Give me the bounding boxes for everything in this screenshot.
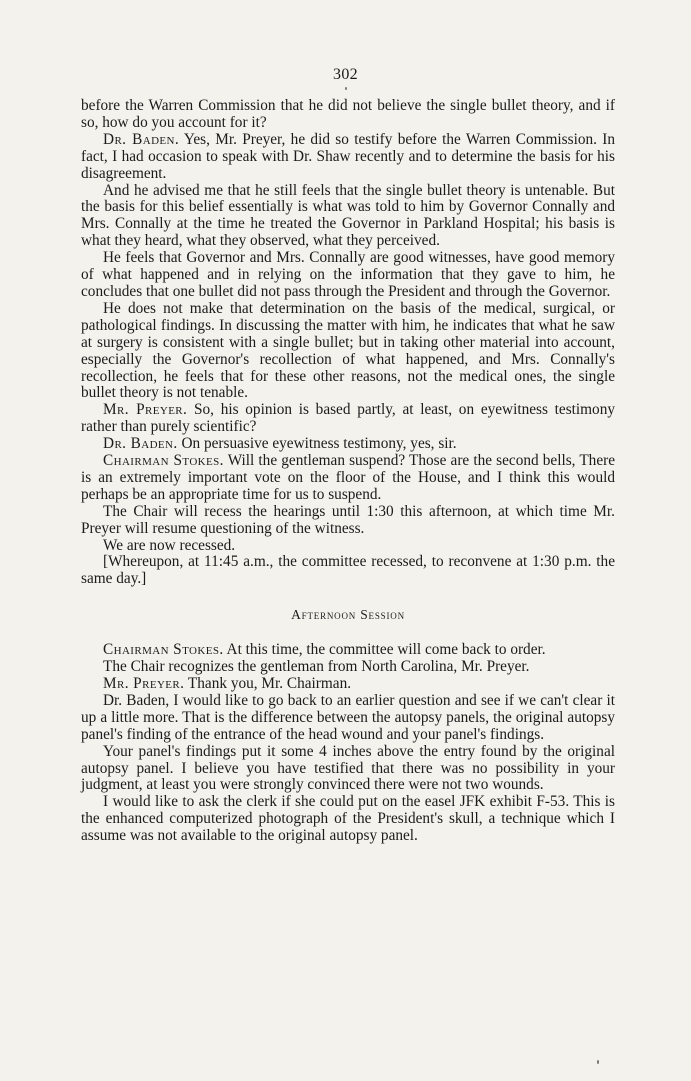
paragraph: [81, 504, 615, 538]
paragraph: [81, 183, 615, 251]
paragraph: [81, 676, 615, 693]
paragraph-text: Thank you, Mr. Chairman.: [184, 675, 352, 692]
speaker-label: Dr. Baden.: [103, 435, 178, 453]
paragraph-text: The Chair recognizes the gentleman from North Carolina, Mr. Preyer.: [103, 658, 530, 676]
paragraph: [81, 554, 615, 588]
paragraph-text: At this time, the committee will come back to order.: [223, 641, 546, 659]
page-number: 302: [333, 66, 358, 83]
paragraph-text: Yes, Mr. Preyer, he did so testify before the Warren Commission. In fact, I had occasion to speak with Dr. Shaw recently and to determine the basis for his disagreement.: [81, 130, 615, 182]
section-heading: Afternoon Session: [291, 607, 405, 623]
paragraph: [81, 98, 615, 132]
paragraph-text: On persuasive eyewitness testimony, yes, sir.: [177, 435, 457, 453]
paragraph-text: Will the gentleman suspend? Those are the second bells, There is an extremely important vote on the floor of the House, and I think this would perhaps be an appropriate time for us to suspend.: [81, 452, 615, 503]
speaker-label: Mr. Preyer.: [103, 401, 188, 419]
paragraph: [81, 538, 615, 555]
paragraph: [81, 250, 615, 301]
paragraph: [81, 659, 615, 676]
paragraph-text: We are now recessed.: [103, 536, 236, 554]
paragraph-text: He does not make that determination on the basis of the medical, surgical, or pathological findings. In discussing the matter with him, he indicates that what he saw at surgery is consistent with a single bullet; but in taking other material into account, especially the Governor's recollection of what happened, and Mrs. Connally's recollection, he feels that for these other reasons, not the medical ones, the single bullet theory is not tenable.: [81, 299, 615, 402]
speaker-label: Chairman Stokes.: [103, 641, 224, 659]
paragraph: [81, 301, 615, 402]
paragraph: [81, 744, 615, 795]
paragraph: [81, 453, 615, 504]
paragraph: [81, 436, 615, 453]
paragraph-text: The Chair will recess the hearings until 1:30 this afternoon, at which time Mr. Preyer will resume questioning of the witness.: [81, 502, 615, 537]
paragraph-text: Your panel's findings put it some 4 inches above the entry found by the original autopsy panel. I believe you have testified that there was no possibility in your judgment, at least you were strongly convinced there were not two wounds.: [81, 742, 615, 794]
speaker-label: Mr. Preyer.: [103, 675, 185, 692]
ink-speck: [345, 87, 347, 90]
paragraph-text: So, his opinion is based partly, at least, on eyewitness testimony rather than purely scientific?: [81, 401, 615, 436]
paragraph-text: And he advised me that he still feels that the single bullet theory is untenable. But the basis for this belief essentially is what was told to him by Governor Connally and Mrs. Connally at the time he treated the Governor in Parkland Hospital; his basis is what they heard, what they observed, what they perceived.: [81, 181, 615, 250]
ink-speck: [597, 1060, 599, 1064]
paragraph-text: He feels that Governor and Mrs. Connally are good witnesses, have good memory of what happened and in relying on the information that they gave to him, he concludes that one bullet did not pass through the President and through the Governor.: [81, 249, 615, 300]
speaker-label: Chairman Stokes.: [103, 452, 224, 470]
paragraph: [81, 642, 615, 659]
paragraph-text: I would like to ask the clerk if she could put on the easel JFK exhibit F-53. This is the enhanced computerized photograph of the President's skull, a technique which I assume was not available to the original autopsy panel.: [81, 793, 615, 845]
paragraph-text: Dr. Baden, I would like to go back to an earlier question and see if we can't clear it up a little more. That is the difference between the autopsy panels, the original autopsy panel's finding of the entrance of the head wound and your panel's findings.: [81, 691, 615, 743]
speaker-label: Dr. Baden.: [103, 130, 180, 148]
paragraph: [81, 402, 615, 436]
paragraph: [81, 693, 615, 744]
paragraph-text: before the Warren Commission that he did not believe the single bullet theory, and if so, how do you account for it?: [81, 97, 615, 131]
body-text: [81, 98, 615, 845]
paragraph: [81, 794, 615, 845]
paragraph-text: [Whereupon, at 11:45 a.m., the committee recessed, to reconvene at 1:30 p.m. the same day.]: [81, 553, 615, 588]
paragraph: [81, 132, 615, 183]
